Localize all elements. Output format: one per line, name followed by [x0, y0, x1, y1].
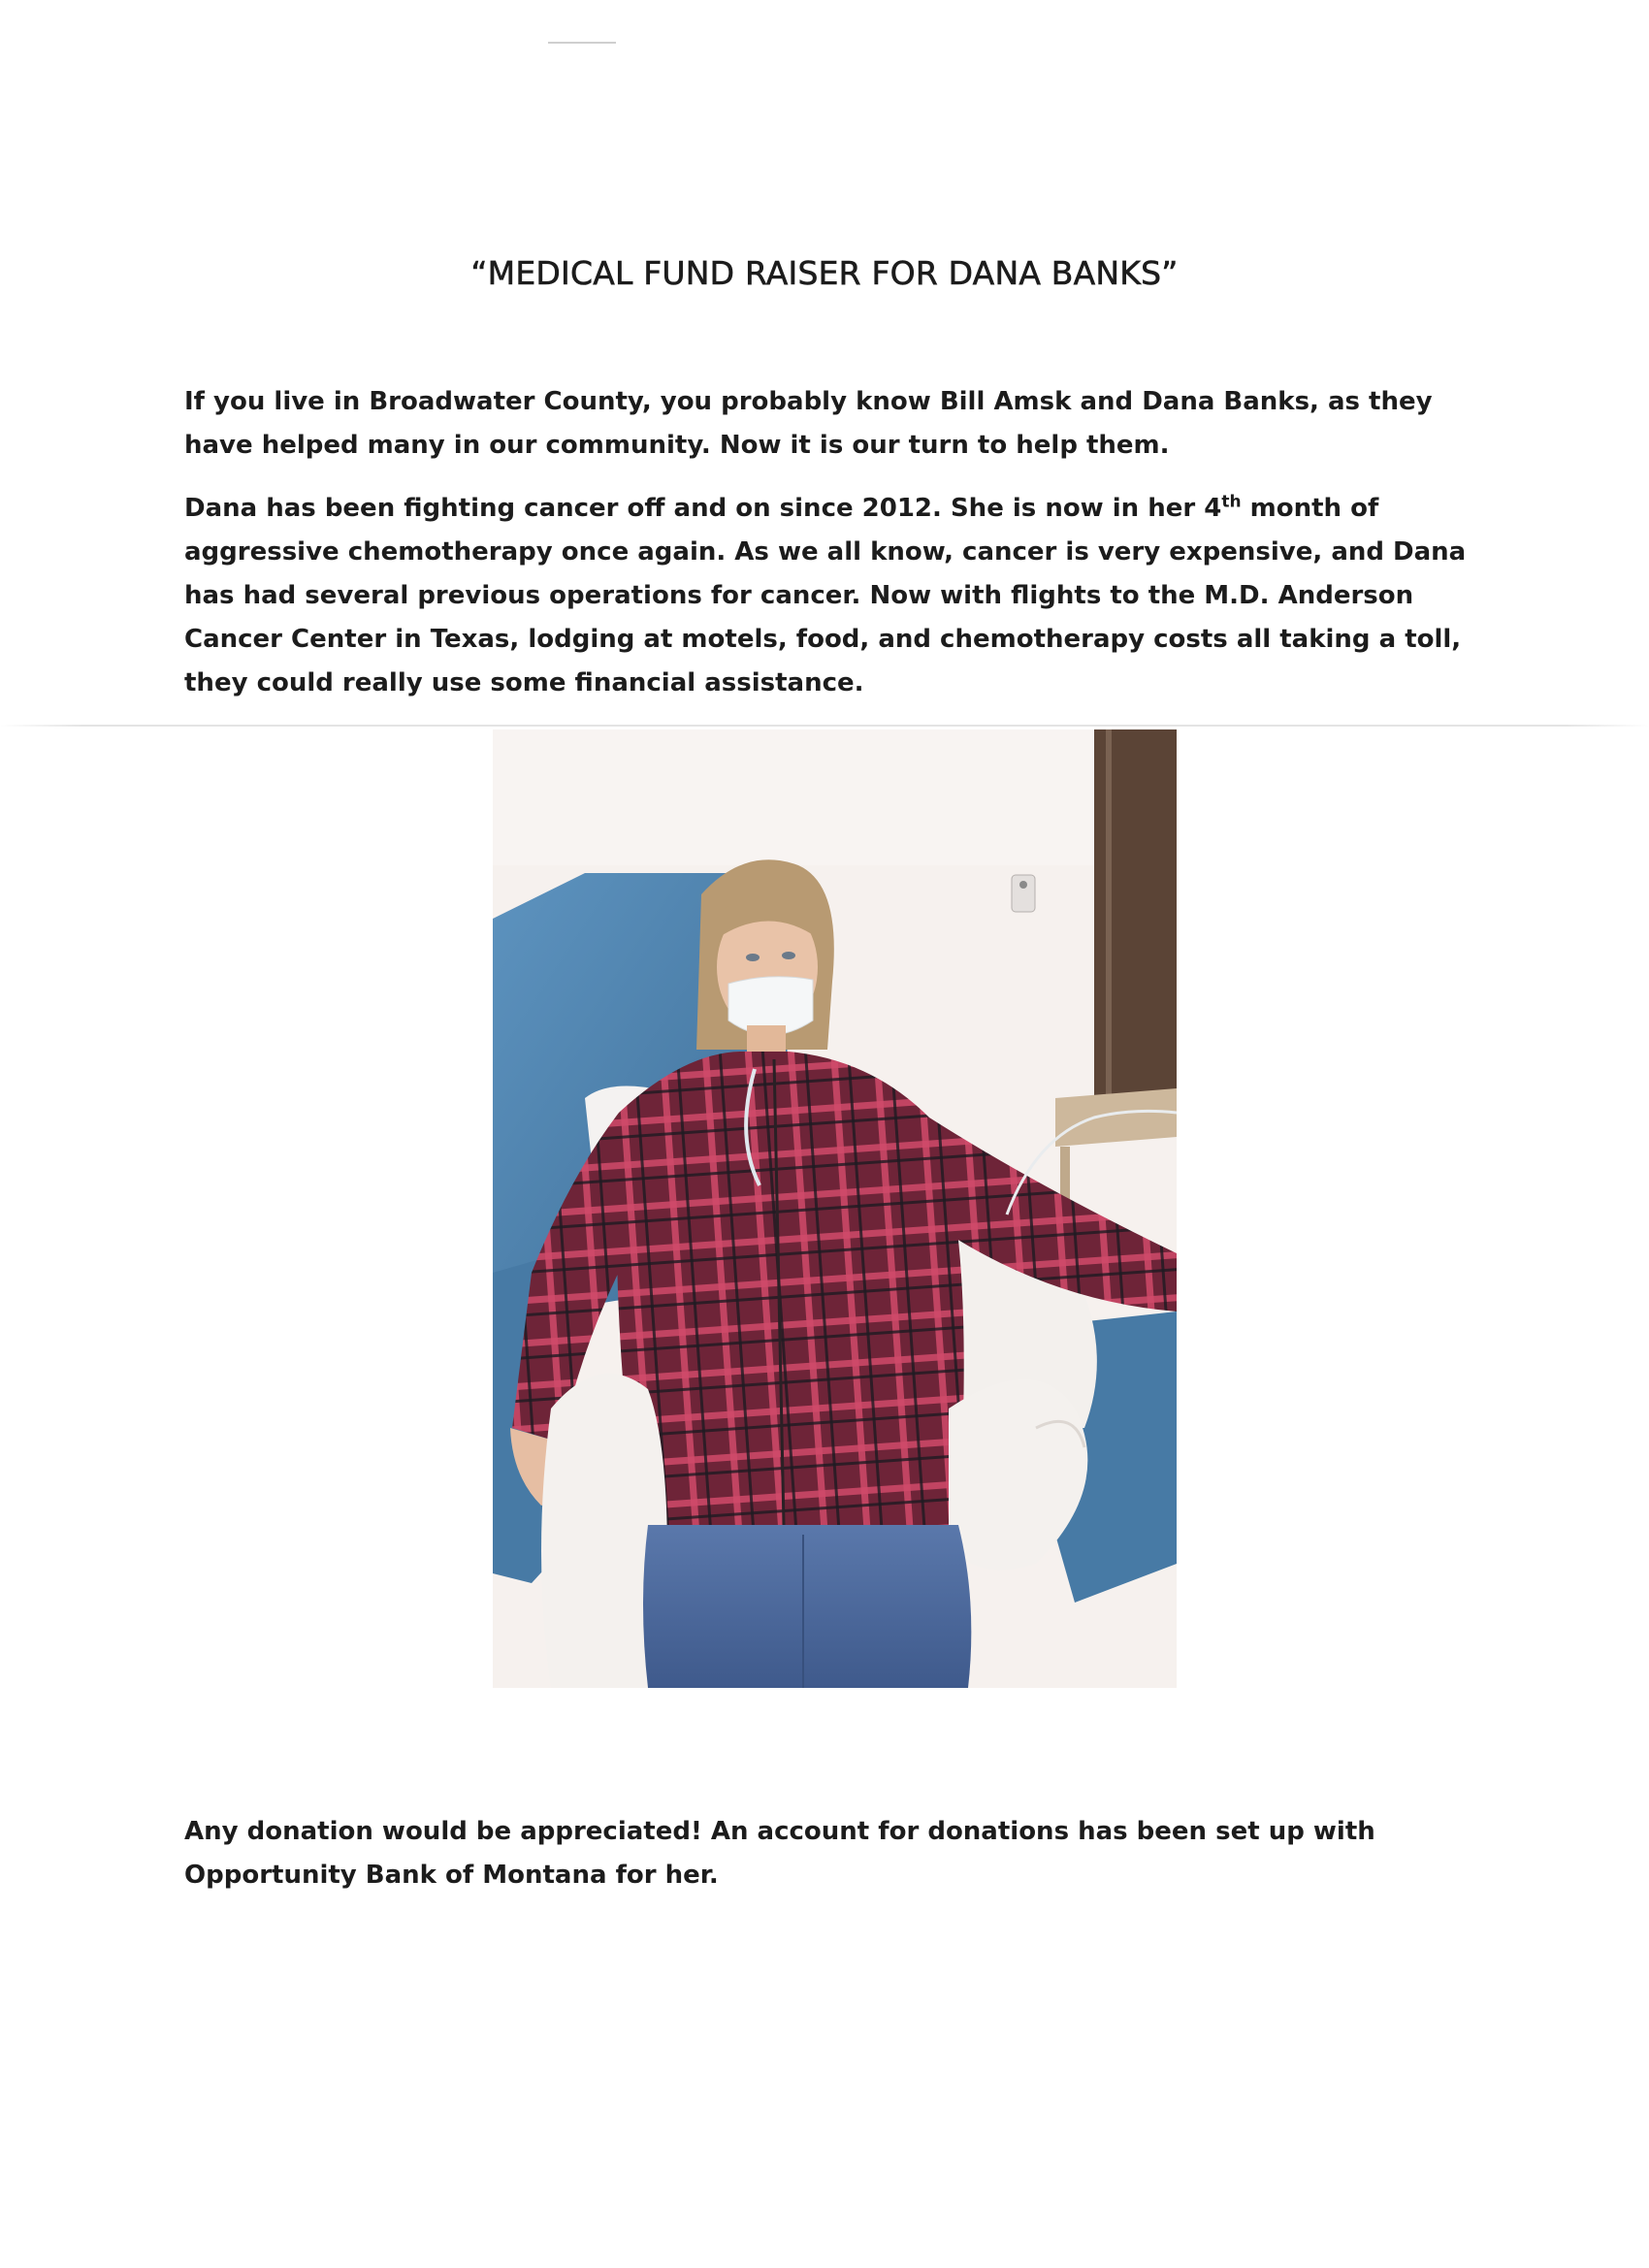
document-title: “MEDICAL FUND RAISER FOR DANA BANKS”	[470, 254, 1179, 292]
patient-photo-illustration	[493, 729, 1177, 1688]
scan-mark	[548, 42, 616, 44]
paragraph-intro: If you live in Broadwater County, you probably know Bill Amsk and Dana Banks, as they have helped many in our community. Now it is our turn to help them.	[184, 387, 1433, 460]
paragraph-story-part1: Dana has been fighting cancer off and on since 2012. She is now in her 4	[184, 494, 1222, 523]
paragraph-story-part2: month of aggressive chemotherapy once again. As we all know, cancer is very expensive, and Dana has had several previous operations for cancer. Now with flights to the M.D. Anderson Cancer Center in Texas, lodging at motels, food, and chemotherapy costs all taking a toll, they could really use some financial assistance.	[184, 494, 1467, 697]
scan-fold-line	[0, 725, 1649, 727]
paragraph-donation: Any donation would be appreciated! An account for donations has been set up with Opportunity Bank of Montana for her.	[184, 1817, 1375, 1890]
paragraph-story	[184, 487, 1474, 705]
ordinal-suffix: th	[1221, 492, 1242, 512]
patient-photo	[493, 729, 1177, 1688]
